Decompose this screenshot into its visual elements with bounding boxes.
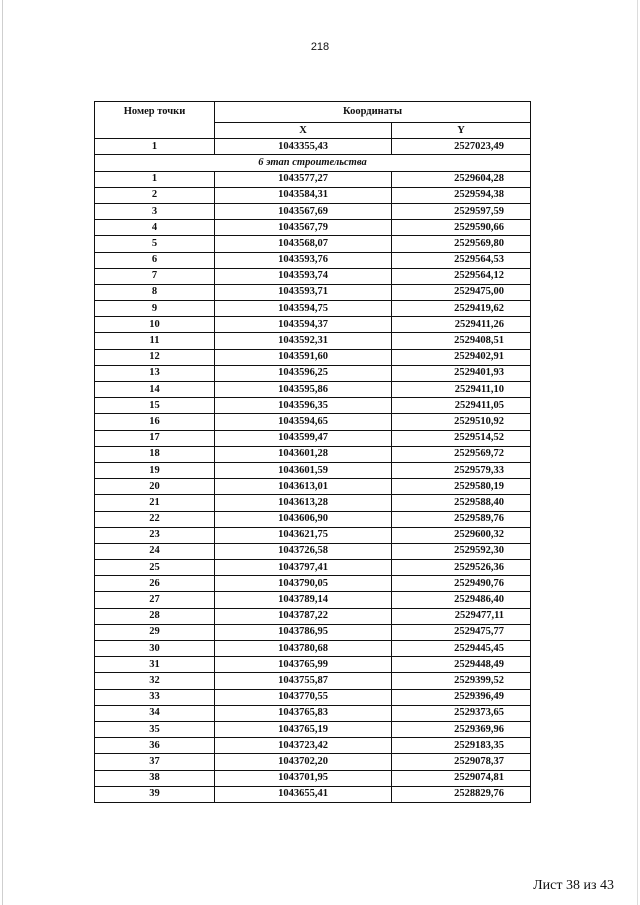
table-row xyxy=(95,624,531,640)
y-coordinate-cell: 2529448,49 xyxy=(392,657,531,673)
point-number-cell: 36 xyxy=(95,738,215,754)
x-coordinate-cell: 1043786,95 xyxy=(215,624,392,640)
table-row xyxy=(95,398,531,414)
x-coordinate-cell: 1043765,83 xyxy=(215,705,392,721)
y-coordinate-cell: 2529074,81 xyxy=(392,770,531,786)
point-number-cell: 27 xyxy=(95,592,215,608)
table-row xyxy=(95,430,531,446)
y-coordinate-cell: 2529490,76 xyxy=(392,576,531,592)
y-coordinate-cell: 2529475,00 xyxy=(392,284,531,300)
x-coordinate-cell: 1043592,31 xyxy=(215,333,392,349)
point-number-cell: 14 xyxy=(95,382,215,398)
y-coordinate-cell: 2529477,11 xyxy=(392,608,531,624)
point-number-cell: 12 xyxy=(95,349,215,365)
x-coordinate-cell: 1043701,95 xyxy=(215,770,392,786)
y-coordinate-cell: 2529514,52 xyxy=(392,430,531,446)
x-coordinate-cell: 1043577,27 xyxy=(215,171,392,187)
table-row xyxy=(95,414,531,430)
y-coordinate-cell: 2529402,91 xyxy=(392,349,531,365)
y-coordinate-cell: 2529475,77 xyxy=(392,624,531,640)
y-coordinate-cell: 2529183,35 xyxy=(392,738,531,754)
point-number-cell: 1 xyxy=(95,139,215,155)
x-coordinate-cell: 1043594,75 xyxy=(215,301,392,317)
x-coordinate-cell: 1043797,41 xyxy=(215,560,392,576)
x-coordinate-cell: 1043593,71 xyxy=(215,284,392,300)
table-row xyxy=(95,317,531,333)
point-number-cell: 15 xyxy=(95,398,215,414)
table-row xyxy=(95,284,531,300)
point-number-cell: 22 xyxy=(95,511,215,527)
y-coordinate-cell: 2529569,72 xyxy=(392,446,531,462)
y-coordinate-cell: 2529486,40 xyxy=(392,592,531,608)
table-row xyxy=(95,786,531,802)
x-coordinate-cell: 1043606,90 xyxy=(215,511,392,527)
point-number-cell: 33 xyxy=(95,689,215,705)
x-coordinate-cell: 1043355,43 xyxy=(215,139,392,155)
table-row xyxy=(95,608,531,624)
y-coordinate-cell: 2529579,33 xyxy=(392,462,531,478)
x-coordinate-cell: 1043591,60 xyxy=(215,349,392,365)
point-number-cell: 13 xyxy=(95,365,215,381)
x-coordinate-cell: 1043596,35 xyxy=(215,398,392,414)
table-row xyxy=(95,657,531,673)
table-row xyxy=(95,592,531,608)
y-coordinate-cell: 2529526,36 xyxy=(392,560,531,576)
point-number-cell: 6 xyxy=(95,252,215,268)
y-coordinate-cell: 2529580,19 xyxy=(392,479,531,495)
scan-edge-right xyxy=(637,0,638,905)
header-point-number: Номер точки xyxy=(95,102,215,139)
header-coordinates: Координаты xyxy=(215,102,531,123)
header-x: X xyxy=(215,123,392,139)
table-row xyxy=(95,479,531,495)
section-heading xyxy=(95,155,531,171)
y-coordinate-cell: 2529589,76 xyxy=(392,511,531,527)
point-number-cell: 28 xyxy=(95,608,215,624)
x-coordinate-cell: 1043593,74 xyxy=(215,268,392,284)
coordinates-table xyxy=(94,101,531,803)
x-coordinate-cell: 1043621,75 xyxy=(215,527,392,543)
point-number-cell: 17 xyxy=(95,430,215,446)
point-number-cell: 9 xyxy=(95,301,215,317)
point-number-cell: 16 xyxy=(95,414,215,430)
table-row xyxy=(95,511,531,527)
x-coordinate-cell: 1043599,47 xyxy=(215,430,392,446)
table-row xyxy=(95,576,531,592)
point-number-cell: 3 xyxy=(95,203,215,219)
table-row xyxy=(95,220,531,236)
x-coordinate-cell: 1043613,28 xyxy=(215,495,392,511)
y-coordinate-cell: 2528829,76 xyxy=(392,786,531,802)
y-coordinate-cell: 2529594,38 xyxy=(392,187,531,203)
table-row xyxy=(95,673,531,689)
point-number-cell: 7 xyxy=(95,268,215,284)
table-row xyxy=(95,171,531,187)
x-coordinate-cell: 1043790,05 xyxy=(215,576,392,592)
y-coordinate-cell: 2529411,10 xyxy=(392,382,531,398)
x-coordinate-cell: 1043655,41 xyxy=(215,786,392,802)
table-row xyxy=(95,301,531,317)
x-coordinate-cell: 1043702,20 xyxy=(215,754,392,770)
x-coordinate-cell: 1043567,79 xyxy=(215,220,392,236)
y-coordinate-cell: 2529399,52 xyxy=(392,673,531,689)
table-row xyxy=(95,689,531,705)
table-row xyxy=(95,543,531,559)
header-y: Y xyxy=(392,123,531,139)
point-number-cell: 11 xyxy=(95,333,215,349)
table-row xyxy=(95,349,531,365)
y-coordinate-cell: 2529078,37 xyxy=(392,754,531,770)
table-row xyxy=(95,754,531,770)
y-coordinate-cell: 2529592,30 xyxy=(392,543,531,559)
x-coordinate-cell: 1043765,19 xyxy=(215,721,392,737)
y-coordinate-cell: 2529408,51 xyxy=(392,333,531,349)
y-coordinate-cell: 2529569,80 xyxy=(392,236,531,252)
table-row xyxy=(95,236,531,252)
table-row xyxy=(95,446,531,462)
section-title: 6 этап строительства xyxy=(95,155,531,171)
point-number-cell: 24 xyxy=(95,543,215,559)
table-row xyxy=(95,365,531,381)
x-coordinate-cell: 1043594,37 xyxy=(215,317,392,333)
table-row xyxy=(95,203,531,219)
x-coordinate-cell: 1043726,58 xyxy=(215,543,392,559)
table-row xyxy=(95,268,531,284)
table-row xyxy=(95,721,531,737)
y-coordinate-cell: 2529564,53 xyxy=(392,252,531,268)
y-coordinate-cell: 2529510,92 xyxy=(392,414,531,430)
point-number-cell: 5 xyxy=(95,236,215,252)
y-coordinate-cell: 2527023,49 xyxy=(392,139,531,155)
y-coordinate-cell: 2529445,45 xyxy=(392,641,531,657)
point-number-cell: 35 xyxy=(95,721,215,737)
y-coordinate-cell: 2529597,59 xyxy=(392,203,531,219)
y-coordinate-cell: 2529396,49 xyxy=(392,689,531,705)
x-coordinate-cell: 1043595,86 xyxy=(215,382,392,398)
table-row xyxy=(95,187,531,203)
x-coordinate-cell: 1043601,28 xyxy=(215,446,392,462)
point-number-cell: 18 xyxy=(95,446,215,462)
point-number-cell: 31 xyxy=(95,657,215,673)
table-row xyxy=(95,333,531,349)
y-coordinate-cell: 2529590,66 xyxy=(392,220,531,236)
point-number-cell: 26 xyxy=(95,576,215,592)
y-coordinate-cell: 2529564,12 xyxy=(392,268,531,284)
x-coordinate-cell: 1043601,59 xyxy=(215,462,392,478)
x-coordinate-cell: 1043567,69 xyxy=(215,203,392,219)
point-number-cell: 2 xyxy=(95,187,215,203)
x-coordinate-cell: 1043755,87 xyxy=(215,673,392,689)
y-coordinate-cell: 2529588,40 xyxy=(392,495,531,511)
point-number-cell: 32 xyxy=(95,673,215,689)
table-row xyxy=(95,462,531,478)
page-number: 218 xyxy=(310,41,330,53)
x-coordinate-cell: 1043770,55 xyxy=(215,689,392,705)
table-row xyxy=(95,252,531,268)
x-coordinate-cell: 1043613,01 xyxy=(215,479,392,495)
point-number-cell: 39 xyxy=(95,786,215,802)
point-number-cell: 23 xyxy=(95,527,215,543)
sheet-footer: Лист 38 из 43 xyxy=(533,878,614,893)
table-row xyxy=(95,527,531,543)
x-coordinate-cell: 1043596,25 xyxy=(215,365,392,381)
table-body-initial xyxy=(95,139,531,155)
x-coordinate-cell: 1043593,76 xyxy=(215,252,392,268)
point-number-cell: 19 xyxy=(95,462,215,478)
point-number-cell: 37 xyxy=(95,754,215,770)
point-number-cell: 38 xyxy=(95,770,215,786)
x-coordinate-cell: 1043584,31 xyxy=(215,187,392,203)
table-row xyxy=(95,560,531,576)
point-number-cell: 34 xyxy=(95,705,215,721)
y-coordinate-cell: 2529419,62 xyxy=(392,301,531,317)
point-number-cell: 1 xyxy=(95,171,215,187)
table-row xyxy=(95,705,531,721)
point-number-cell: 8 xyxy=(95,284,215,300)
y-coordinate-cell: 2529411,26 xyxy=(392,317,531,333)
table-row xyxy=(95,495,531,511)
x-coordinate-cell: 1043568,07 xyxy=(215,236,392,252)
x-coordinate-cell: 1043765,99 xyxy=(215,657,392,673)
point-number-cell: 30 xyxy=(95,641,215,657)
x-coordinate-cell: 1043594,65 xyxy=(215,414,392,430)
y-coordinate-cell: 2529373,65 xyxy=(392,705,531,721)
y-coordinate-cell: 2529401,93 xyxy=(392,365,531,381)
x-coordinate-cell: 1043723,42 xyxy=(215,738,392,754)
x-coordinate-cell: 1043780,68 xyxy=(215,641,392,657)
table-header xyxy=(95,102,531,139)
point-number-cell: 25 xyxy=(95,560,215,576)
table-row xyxy=(95,139,531,155)
table-row xyxy=(95,770,531,786)
table-row xyxy=(95,382,531,398)
y-coordinate-cell: 2529411,05 xyxy=(392,398,531,414)
point-number-cell: 4 xyxy=(95,220,215,236)
scan-edge-left xyxy=(2,0,3,905)
table-row xyxy=(95,641,531,657)
x-coordinate-cell: 1043787,22 xyxy=(215,608,392,624)
point-number-cell: 21 xyxy=(95,495,215,511)
point-number-cell: 29 xyxy=(95,624,215,640)
point-number-cell: 10 xyxy=(95,317,215,333)
table-body-stage-6 xyxy=(95,171,531,802)
y-coordinate-cell: 2529604,28 xyxy=(392,171,531,187)
y-coordinate-cell: 2529600,32 xyxy=(392,527,531,543)
point-number-cell: 20 xyxy=(95,479,215,495)
table-row xyxy=(95,738,531,754)
y-coordinate-cell: 2529369,96 xyxy=(392,721,531,737)
x-coordinate-cell: 1043789,14 xyxy=(215,592,392,608)
